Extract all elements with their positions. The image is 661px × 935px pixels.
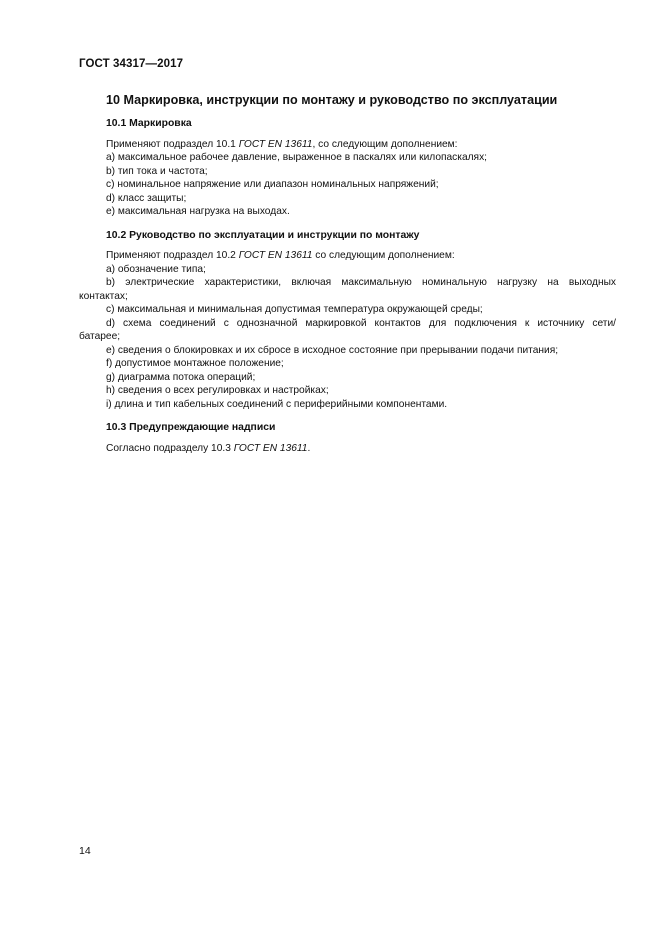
list-item-b: b) тип тока и частота; [106, 165, 208, 177]
list-item-d-continuation: батарее; [79, 331, 121, 342]
list-item-a: a) максимальное рабочее давление, выраженное в паскалях или килопаскалях; [106, 152, 487, 163]
list-item-b-continuation: контактах; [79, 290, 128, 302]
list-item-a: a) обозначение типа; [106, 263, 206, 275]
list-item-e: e) максимальная нагрузка на выходах. [106, 206, 290, 217]
list-item-c: c) максимальная и минимальная допустимая температура окружающей среды; [106, 304, 483, 315]
section-title-10-3: 10.3 Предупреждающие надписи [106, 422, 276, 433]
intro-text-end: , со следующим дополнением: [312, 138, 458, 150]
section-10-3 [106, 421, 616, 455]
intro-text: Применяют подраздел 10.2 [106, 250, 239, 261]
page-number: 14 [79, 845, 91, 857]
list-item-d: d) схема соединений с однозначной маркировкой контактов для подключения к источнику сети/ [106, 317, 616, 329]
document-code-header: ГОСТ 34317—2017 [79, 58, 184, 70]
list-item-g: g) диаграмма потока операций; [106, 371, 256, 383]
list-item-b: b) электрические характеристики, включая максимальную номинальную нагрузку на выходных [106, 277, 616, 288]
standard-reference: ГОСТ EN 13611 [233, 442, 308, 454]
standard-reference: ГОСТ EN 13611 [238, 250, 313, 261]
section-10-1 [106, 117, 616, 219]
list-item-f: f) допустимое монтажное положение; [106, 358, 284, 369]
list-item-e: e) сведения о блокировках и их сбросе в исходное состояние при прерывании подачи питания; [106, 344, 559, 356]
section-text-end: . [307, 442, 311, 454]
document-body [79, 92, 616, 465]
intro-text: Применяют подраздел 10.1 [106, 138, 239, 150]
list-item-d: d) класс защиты; [106, 192, 187, 204]
list-item-h: h) сведения о всех регулировках и настройках; [106, 385, 329, 396]
list-item-c: c) номинальное напряжение или диапазон номинальных напряжений; [106, 179, 439, 190]
section-intro-10-2 [106, 249, 616, 263]
section-title-10-2: 10.2 Руководство по эксплуатации и инструкции по монтажу [106, 229, 420, 241]
standard-reference: ГОСТ EN 13611 [238, 138, 313, 150]
section-text: Согласно подразделу 10.3 [106, 442, 234, 454]
section-10-2 [79, 229, 616, 412]
section-title-10-1: 10.1 Маркировка [106, 118, 192, 129]
intro-text-end: со следующим дополнением: [312, 250, 455, 261]
chapter-title: 10 Маркировка, инструкции по монтажу и руководство по эксплуатации [106, 93, 558, 107]
list-item-i: i) длина и тип кабельных соединений с периферийными компонентами. [106, 398, 448, 410]
section-text-10-3 [106, 442, 616, 456]
section-intro-10-1 [106, 138, 616, 152]
